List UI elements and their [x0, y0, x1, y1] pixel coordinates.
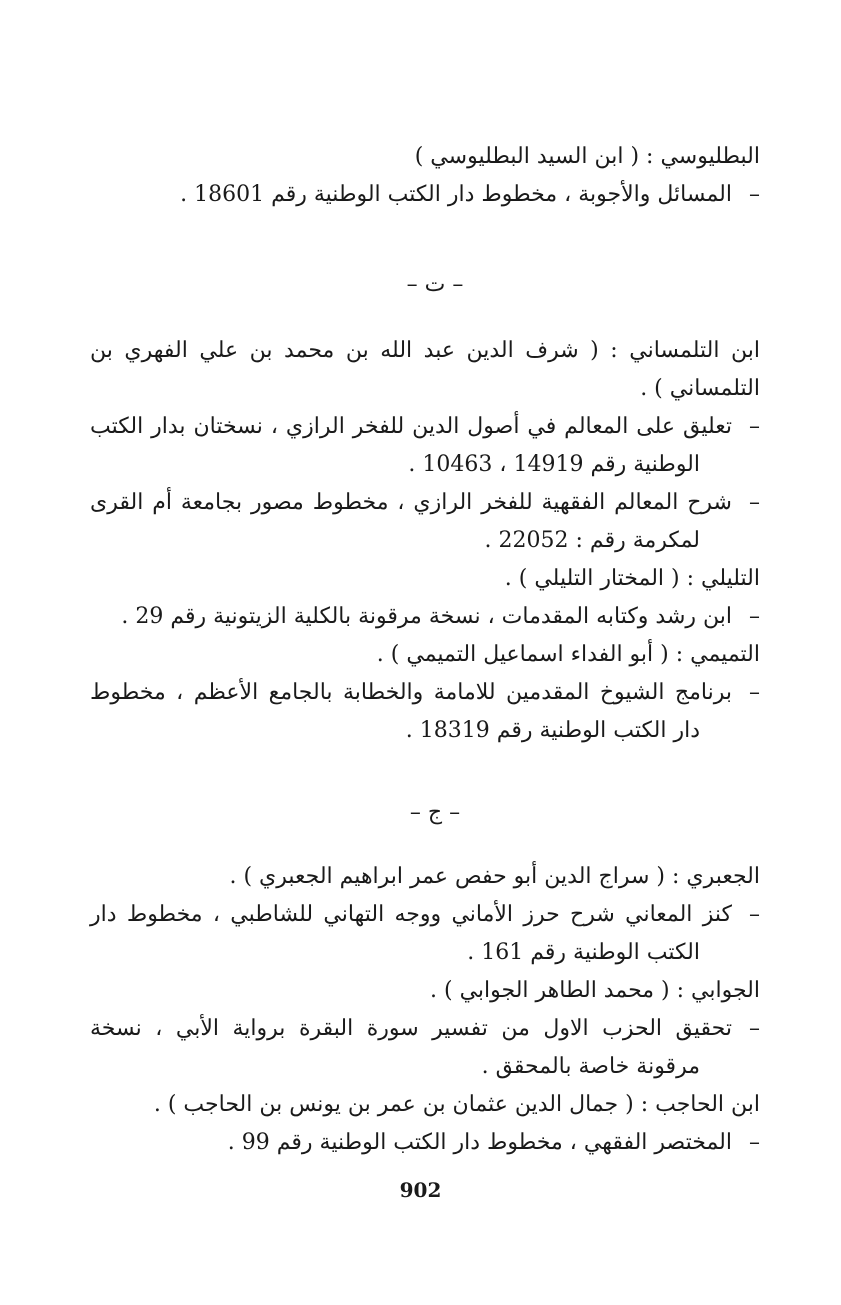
item-text: تعليق على المعالم في أصول الدين للفخر الرازي ، نسختان بدار الكتب الوطنية رقم 14919 ، 10463 .: [90, 414, 732, 477]
section-letter-ta: – ت –: [406, 272, 464, 297]
item-dash: –: [749, 680, 760, 705]
entry-item: [90, 1124, 760, 1162]
item-dash: –: [749, 490, 760, 515]
entry-jabari: [90, 858, 760, 972]
entry-heading: التليلي : ( المختار التليلي ) .: [504, 566, 760, 591]
entry-heading: ابن التلمساني : ( شرف الدين عبد الله بن محمد بن علي الفهري بن التلمساني ) .: [90, 338, 760, 401]
item-text: برنامج الشيوخ المقدمين للامامة والخطابة بالجامع الأعظم ، مخطوط دار الكتب الوطنية رقم 18319 .: [90, 680, 732, 743]
item-text: المسائل والأجوبة ، مخطوط دار الكتب الوطنية رقم 18601 .: [180, 182, 732, 207]
entry-jawabi: [90, 972, 760, 1086]
section-letter-jim: – ج –: [409, 800, 461, 825]
entry-item: [90, 408, 760, 484]
entry-tlili: [90, 560, 760, 636]
entry-heading: البطليوسي : ( ابن السيد البطليوسي ): [414, 144, 760, 169]
item-text: ابن رشد وكتابه المقدمات ، نسخة مرقونة بالكلية الزيتونية رقم 29 .: [121, 604, 732, 629]
entry-item: [90, 598, 760, 636]
item-dash: –: [749, 182, 760, 207]
entry-heading: الجعبري : ( سراج الدين أبو حفص عمر ابراهيم الجعبري ) .: [229, 864, 760, 889]
item-dash: –: [749, 1130, 760, 1155]
page-number: 902: [399, 1178, 442, 1202]
entry-heading: الجوابي : ( محمد الطاهر الجوابي ) .: [430, 978, 760, 1003]
entry-batalyawsi: [90, 138, 760, 214]
entry-tamimi: [90, 636, 760, 750]
item-text: شرح المعالم الفقهية للفخر الرازي ، مخطوط مصور بجامعة أم القرى لمكرمة رقم : 22052 .: [90, 490, 732, 553]
entry-tilimsani: [90, 332, 760, 560]
item-dash: –: [749, 604, 760, 629]
entry-item: [90, 176, 760, 214]
item-text: كنز المعاني شرح حرز الأماني ووجه التهاني للشاطبي ، مخطوط دار الكتب الوطنية رقم 161 .: [90, 902, 732, 965]
item-text: تحقيق الحزب الاول من تفسير سورة البقرة برواية الأبي ، نسخة مرقونة خاصة بالمحقق .: [90, 1016, 732, 1079]
item-dash: –: [749, 1016, 760, 1041]
entry-item: [90, 896, 760, 972]
entry-heading: ابن الحاجب : ( جمال الدين عثمان بن عمر بن يونس بن الحاجب ) .: [153, 1092, 760, 1117]
entry-heading: التميمي : ( أبو الفداء اسماعيل التميمي ) .: [376, 642, 760, 667]
item-text: المختصر الفقهي ، مخطوط دار الكتب الوطنية رقم 99 .: [227, 1130, 732, 1155]
entry-ibn-hajib: [90, 1086, 760, 1162]
entry-item: [90, 1010, 760, 1086]
item-dash: –: [749, 414, 760, 439]
entry-item: [90, 484, 760, 560]
item-dash: –: [749, 902, 760, 927]
entry-item: [90, 674, 760, 750]
bibliography-content: [90, 138, 760, 1162]
